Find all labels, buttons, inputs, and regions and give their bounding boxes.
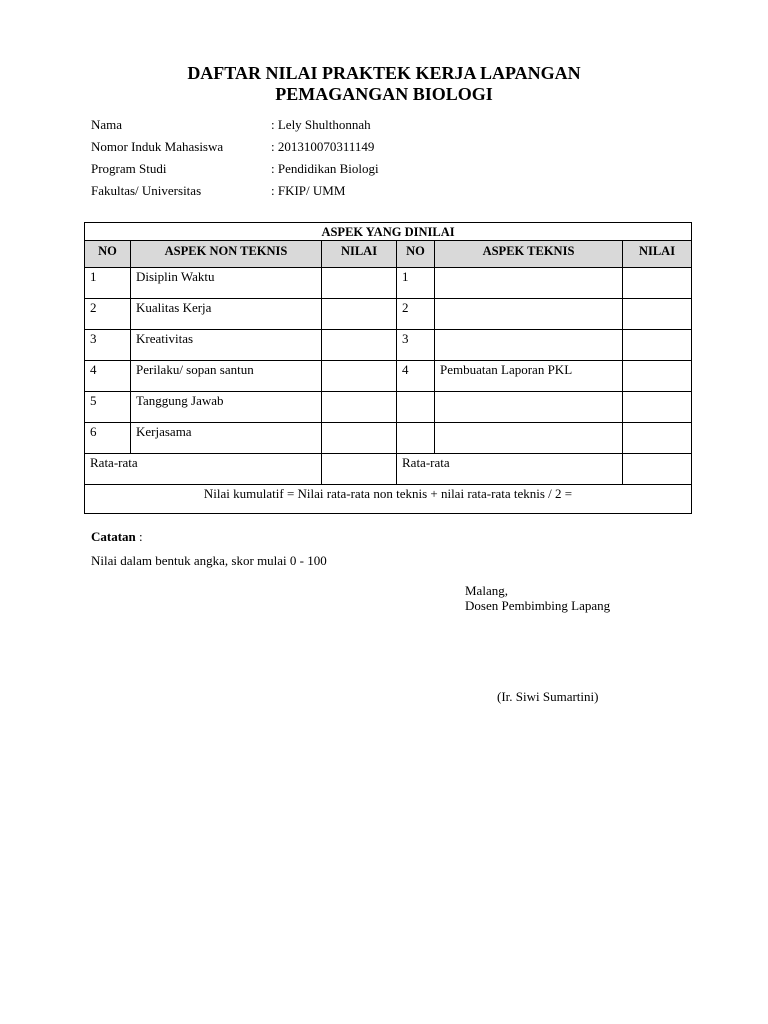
cell-aspek-teknis xyxy=(435,268,623,299)
signature-city: Malang, xyxy=(465,583,508,598)
cell-nilai-right xyxy=(623,361,692,392)
cell-aspek-non-teknis: Perilaku/ sopan santun xyxy=(131,361,322,392)
cell-aspek-non-teknis: Kualitas Kerja xyxy=(131,299,322,330)
cell-nilai-left xyxy=(322,392,397,423)
info-label: Program Studi xyxy=(91,161,167,176)
cell-nilai-right xyxy=(623,330,692,361)
notes-colon: : xyxy=(135,529,143,544)
cell-aspek-non-teknis: Disiplin Waktu xyxy=(131,268,322,299)
cell-aspek-teknis xyxy=(435,392,623,423)
cell-no-left: 1 xyxy=(85,268,131,299)
column-header-teknis: ASPEK TEKNIS xyxy=(435,241,623,268)
info-value: : Lely Shulthonnah xyxy=(271,117,371,132)
average-label-right: Rata-rata xyxy=(397,454,623,485)
cell-nilai-right xyxy=(623,423,692,454)
table-row xyxy=(85,299,692,330)
cell-aspek-teknis: Pembuatan Laporan PKL xyxy=(435,361,623,392)
notes-label-line xyxy=(91,529,143,545)
notes-text: Nilai dalam bentuk angka, skor mulai 0 - 100 xyxy=(91,553,327,568)
cell-aspek-teknis xyxy=(435,423,623,454)
average-value-left xyxy=(322,454,397,485)
signature-role: Dosen Pembimbing Lapang xyxy=(465,598,611,613)
cell-aspek-non-teknis: Tanggung Jawab xyxy=(131,392,322,423)
table-row xyxy=(85,268,692,299)
grades-table xyxy=(84,222,692,514)
cell-no-right xyxy=(397,423,435,454)
table-heading: ASPEK YANG DINILAI xyxy=(85,223,692,241)
cell-no-left: 6 xyxy=(85,423,131,454)
cell-no-right: 4 xyxy=(397,361,435,392)
table-column-header-row xyxy=(85,241,692,268)
cumulative-row xyxy=(85,485,692,514)
column-header-no-right: NO xyxy=(397,241,435,268)
cell-aspek-non-teknis: Kerjasama xyxy=(131,423,322,454)
cell-aspek-teknis xyxy=(435,330,623,361)
info-label: Nomor Induk Mahasiswa xyxy=(91,139,224,154)
table-row xyxy=(85,392,692,423)
cell-nilai-left xyxy=(322,423,397,454)
signature-name: (Ir. Siwi Sumartini) xyxy=(497,689,599,704)
cell-nilai-right xyxy=(623,268,692,299)
table-row xyxy=(85,330,692,361)
document-title-line-1: DAFTAR NILAI PRAKTEK KERJA LAPANGAN xyxy=(187,63,581,83)
cell-nilai-right xyxy=(623,299,692,330)
cell-no-left: 5 xyxy=(85,392,131,423)
cell-nilai-left xyxy=(322,361,397,392)
cumulative-formula: Nilai kumulatif = Nilai rata-rata non teknis + nilai rata-rata teknis / 2 = xyxy=(85,485,692,514)
cell-nilai-left xyxy=(322,268,397,299)
cell-nilai-right xyxy=(623,392,692,423)
table-row xyxy=(85,423,692,454)
average-label-left: Rata-rata xyxy=(85,454,322,485)
average-row xyxy=(85,454,692,485)
table-heading-row xyxy=(85,223,692,241)
column-header-non-teknis: ASPEK NON TEKNIS xyxy=(131,241,322,268)
column-header-no-left: NO xyxy=(85,241,131,268)
average-value-right xyxy=(623,454,692,485)
cell-nilai-left xyxy=(322,299,397,330)
cell-nilai-left xyxy=(322,330,397,361)
cell-no-left: 4 xyxy=(85,361,131,392)
cell-aspek-teknis xyxy=(435,299,623,330)
info-label: Fakultas/ Universitas xyxy=(91,183,202,198)
cell-no-right: 1 xyxy=(397,268,435,299)
cell-no-left: 2 xyxy=(85,299,131,330)
notes-label: Catatan xyxy=(91,529,136,544)
cell-no-left: 3 xyxy=(85,330,131,361)
cell-aspek-non-teknis: Kreativitas xyxy=(131,330,322,361)
info-value: : Pendidikan Biologi xyxy=(271,161,379,176)
cell-no-right: 2 xyxy=(397,299,435,330)
cell-no-right xyxy=(397,392,435,423)
document-title-line-2: PEMAGANGAN BIOLOGI xyxy=(275,84,493,104)
column-header-nilai-right: NILAI xyxy=(623,241,692,268)
info-label: Nama xyxy=(91,117,123,132)
column-header-nilai-left: NILAI xyxy=(322,241,397,268)
table-row xyxy=(85,361,692,392)
info-value: : 201310070311149 xyxy=(271,139,375,154)
cell-no-right: 3 xyxy=(397,330,435,361)
info-value: : FKIP/ UMM xyxy=(271,183,346,198)
